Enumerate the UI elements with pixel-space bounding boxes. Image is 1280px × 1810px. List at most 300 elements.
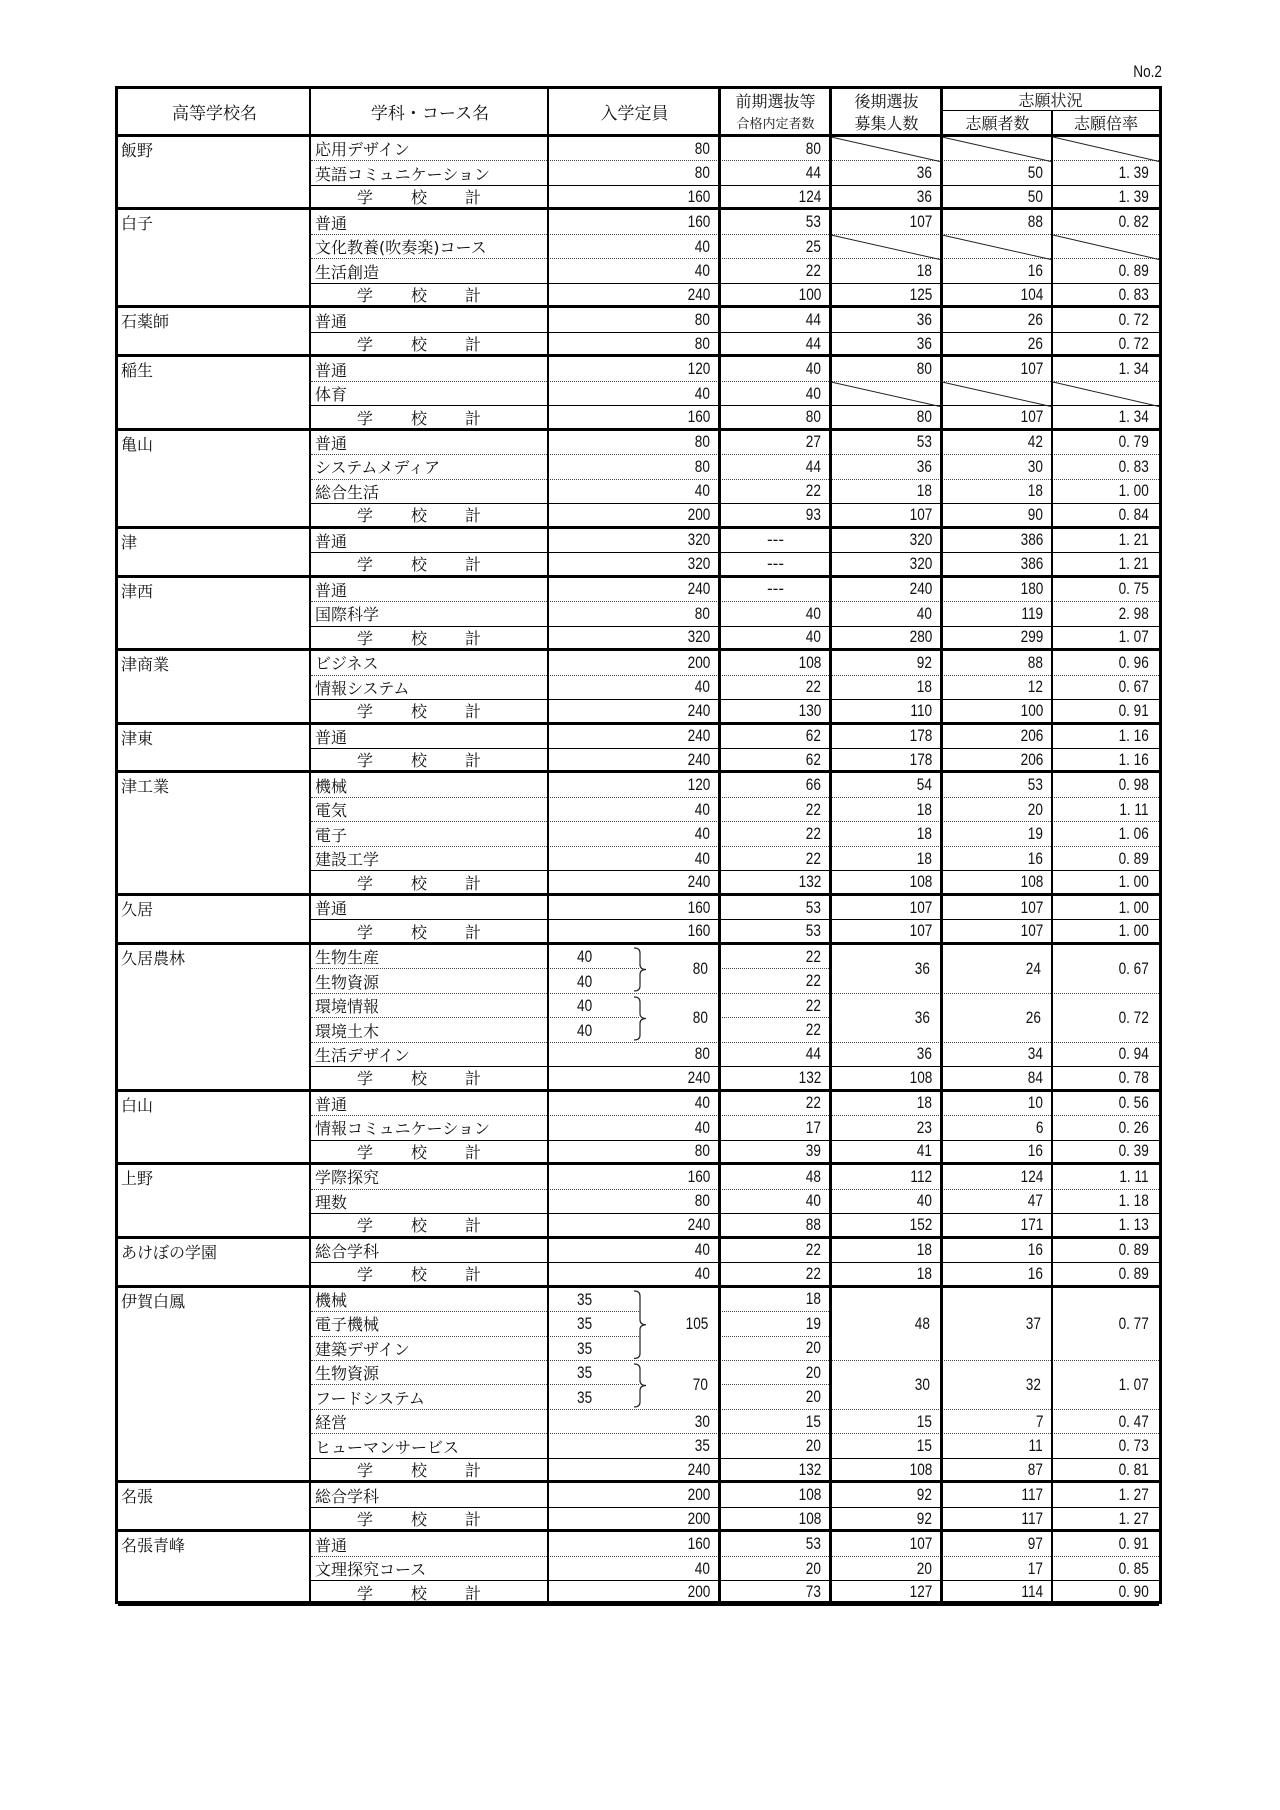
school-block [118,578,311,651]
cell-early [720,1508,831,1529]
table-row [311,480,1159,504]
school-name: 名張 [121,1487,154,1507]
cell-value: 40 [805,627,821,647]
cell-ratio [1053,1434,1159,1457]
cell-value: 42 [1027,432,1043,452]
cell-value: 240 [687,579,710,599]
cell-value: 36 [916,1044,932,1064]
cell-value: 240 [687,700,710,720]
cell-value: 108 [798,1508,821,1528]
cell-late [831,1459,942,1480]
cell-value: 26 [1027,333,1043,353]
cell-early [720,1361,831,1384]
cell-value: 132 [798,1067,821,1087]
cell-applicants [942,651,1053,674]
cell-value: 80 [694,603,710,623]
cell-value: 240 [687,284,710,304]
cell-value: 70 [692,1374,708,1394]
cell-value: 200 [687,652,710,672]
cell-value: 178 [909,726,932,746]
cell-capacity [549,357,720,380]
cell-early [720,431,831,454]
header-status-group: 志願状況 [942,89,1159,111]
school-total-label: 学校計 [357,1461,520,1481]
table-row [311,357,1159,381]
cell-early [720,1239,831,1262]
cell-late [831,651,942,674]
school-name: 名張青峰 [121,1536,186,1556]
cell-early [720,529,831,552]
cell-value: 1. 00 [1118,872,1149,892]
table-row [311,161,1159,185]
cell-value: 18 [916,261,932,281]
cell-early [720,1581,831,1602]
school-name: 白山 [121,1095,154,1115]
cell-value: 36 [916,163,932,183]
cell-value: 18 [916,677,932,697]
cell-capacity [549,480,720,503]
table-row [311,627,1159,651]
cell-value: 160 [687,897,710,917]
cell-ratio [1053,1141,1159,1162]
cell-value: 280 [909,627,932,647]
cell-early [720,480,831,503]
cell-early [720,1483,831,1506]
cell-value: 80 [805,138,821,158]
cell-early [720,186,831,207]
cell-value: 20 [805,1436,821,1456]
cell-value: 0. 98 [1118,775,1149,795]
cell-applicants [942,455,1053,478]
cell-capacity [549,822,720,845]
table-row [311,1165,1159,1189]
cell-value: 1. 39 [1118,163,1149,183]
cell-applicants [942,1067,1053,1088]
cell-value: 0. 83 [1118,456,1149,476]
cell-applicants [942,676,1053,699]
cell-value: 0. 91 [1118,1534,1149,1554]
cell-applicants [942,1141,1053,1162]
cell-value: 180 [1020,579,1043,599]
course-name: 国際科学 [315,605,380,625]
cell-early [720,1165,831,1188]
cell-applicants [942,480,1053,503]
cell-early [720,1214,831,1235]
cell-value: 1. 11 [1119,1166,1149,1186]
cell-late [831,284,942,305]
cell-value: 62 [805,726,821,746]
cell-value: 26 [1025,1007,1041,1027]
cell-value: 18 [916,848,932,868]
cell-applicants [942,1165,1053,1188]
cell-value: 0. 26 [1118,1117,1149,1137]
cell-capacity [549,1434,720,1457]
cell-value: 10 [1027,1093,1043,1113]
cell-value: 130 [798,700,821,720]
cell-late [831,553,942,574]
course-name: 生物資源 [315,972,380,992]
cell-capacity [549,1092,720,1115]
cell-value: 0. 78 [1118,1067,1149,1087]
cell-capacity [549,161,720,184]
cell-value: 19 [1027,824,1043,844]
cell-value: 0. 84 [1118,504,1149,524]
cell-applicants [942,1508,1053,1529]
cell-applicants [942,1116,1053,1139]
cell-value: 80 [916,359,932,379]
cell-value: 1. 07 [1118,627,1149,647]
cell-value: 53 [805,212,821,232]
cell-value: 40 [805,1191,821,1211]
table-row [311,602,1159,626]
cell-value: 107 [909,897,932,917]
cell-value: 36 [916,186,932,206]
cell-early [720,578,831,601]
cell-applicants [942,357,1053,380]
course-name: 電子機械 [315,1315,380,1335]
cell-value: 0. 67 [1118,958,1149,978]
school-block [118,1288,311,1484]
cell-value: 92 [916,652,932,672]
cell-ratio [1053,1263,1159,1284]
merged-capacity [639,995,718,1041]
table-row [311,1190,1159,1214]
table-row [311,651,1159,675]
cell-value: 18 [916,481,932,501]
cell-value: 39 [805,1141,821,1161]
course-name: 経営 [315,1413,348,1433]
cell-value: 92 [916,1485,932,1505]
cell-value: 0. 72 [1118,1007,1149,1027]
cell-early [720,1263,831,1284]
cell-capacity [549,1581,720,1602]
cell-value: 107 [1020,407,1043,426]
cell-value: 30 [694,1411,710,1431]
cell-value: 119 [1021,603,1043,623]
cell-value: 40 [805,603,821,623]
cell-value: 20 [805,1362,821,1382]
cell-applicants [942,847,1053,870]
cell-ratio [1053,749,1159,770]
cell-value: 200 [687,1485,710,1505]
cell-ratio [1053,1410,1159,1433]
cell-value: 22 [805,824,821,844]
cell-value: 40 [694,236,710,256]
cell-value: 40 [694,1263,710,1283]
school-total-label: 学校計 [357,286,520,306]
cell-value: 320 [687,530,710,550]
cell-value: 80 [805,407,821,426]
table-row [311,1459,1159,1483]
cell-value: 1. 39 [1118,186,1149,206]
cell-late [831,504,942,525]
cell-applicants [942,871,1053,892]
cell-early [720,1557,831,1580]
merged-applicants [943,994,1051,1042]
table-row [311,1141,1159,1165]
cell-early [720,847,831,870]
col-divider [309,89,311,1601]
sub-capacity [577,1288,596,1312]
cell-value: 44 [805,333,821,353]
cell-early [720,969,831,992]
cell-late [831,357,942,380]
cell-capacity [549,382,720,405]
cell-applicants [942,627,1053,648]
merged-ratio [1053,1361,1159,1409]
cell-capacity [549,1557,720,1580]
course-name: 環境土木 [315,1021,380,1041]
cell-value: 88 [1027,212,1043,232]
cell-value: 25 [805,236,821,256]
cell-value: 53 [805,1534,821,1554]
cell-value: 22 [805,848,821,868]
cell-value: 40 [694,1558,710,1578]
cell-value: 0. 73 [1118,1436,1149,1456]
cell-early [720,1410,831,1433]
merged-ratio [1053,994,1159,1042]
cell-capacity [549,529,720,552]
cell-early [720,1434,831,1457]
cell-capacity [549,455,720,478]
school-name: 亀山 [121,434,154,454]
cell-early [720,994,831,1017]
cell-capacity [549,1043,720,1066]
header-applicants: 志願者数 [965,114,1030,133]
cell-late [831,822,942,845]
cell-late [831,1165,942,1188]
cell-late [831,431,942,454]
cell-early [720,406,831,427]
school-name: 津工業 [121,777,170,797]
cell-applicants [942,798,1053,821]
cell-capacity [549,1239,720,1262]
course-name: 情報システム [315,678,410,698]
school-total-label: 学校計 [357,1216,520,1236]
course-name: 普通 [315,580,348,600]
cell-value: 1. 07 [1118,1374,1149,1394]
cell-value: 80 [694,138,710,158]
header-early-bottom: 合格内定者数 [736,117,815,132]
cell-value: 1. 34 [1118,407,1149,426]
cell-applicants [942,504,1053,525]
school-name: 稲生 [121,361,154,381]
cell-value: 80 [692,958,708,978]
course-name: 建設工学 [315,850,380,870]
cell-value: 320 [687,627,710,647]
cell-value: 0. 72 [1118,333,1149,353]
course-name: 英語コミュニケーション [315,164,491,184]
cell-value: 44 [805,163,821,183]
cell-capacity [549,406,720,427]
table-row [311,308,1159,332]
cell-value: 108 [909,872,932,892]
cell-ratio [1053,431,1159,454]
cell-value: 16 [1027,1141,1043,1161]
school-name: 石薬師 [121,312,170,332]
cell-value: 108 [1020,872,1043,892]
cell-value: 48 [805,1166,821,1186]
cell-value: 108 [909,1459,932,1479]
cell-value: 1. 00 [1118,897,1149,917]
cell-ratio [1053,1483,1159,1506]
cell-value: 0. 56 [1118,1093,1149,1113]
cell-value: --- [767,553,784,573]
cell-value: 160 [687,186,710,206]
cell-value: 26 [1027,310,1043,330]
course-name: 総合生活 [315,482,380,502]
table-row [311,1263,1159,1287]
merged-capacity [639,1289,718,1359]
school-block [118,651,311,724]
cell-value: 110 [910,700,932,720]
cell-value: 0. 67 [1118,677,1149,697]
table-row [311,431,1159,455]
cell-early [720,1288,831,1311]
cell-value: 16 [1027,848,1043,868]
cell-value: 105 [685,1313,708,1333]
table-row [311,210,1159,234]
cell-ratio [1053,627,1159,648]
school-block [118,137,311,210]
cell-value: 50 [1027,163,1043,183]
cell-capacity [549,749,720,770]
cell-value: 1. 00 [1118,921,1149,941]
cell-value: 18 [916,824,932,844]
cell-value: 240 [687,749,710,769]
cell-value: 40 [805,383,821,403]
header-late-bottom: 募集人数 [854,114,919,133]
cell-early [720,1018,831,1041]
enrollment-status-table [115,86,1162,1604]
cell-capacity [549,284,720,305]
cell-applicants [942,186,1053,207]
cell-value: 32 [1025,1374,1041,1394]
cell-late [831,333,942,354]
school-total-label: 学校計 [357,873,520,893]
table-row [311,284,1159,308]
cell-value: 0. 79 [1118,432,1149,452]
sub-capacity [577,1312,596,1336]
cell-capacity [549,235,720,258]
header-school: 高等学校名 [172,104,257,124]
course-name: 普通 [315,1535,348,1555]
cell-applicants [942,259,1053,282]
cell-value: 35 [577,1289,593,1309]
cell-capacity [549,578,720,601]
table-row [311,1581,1159,1605]
cell-value: 117 [1021,1485,1043,1505]
cell-applicants [942,1434,1053,1457]
cell-capacity [549,700,720,721]
course-name: 建築デザイン [315,1339,410,1359]
cell-early [720,920,831,941]
cell-ratio [1053,1043,1159,1066]
cell-late [831,161,942,184]
cell-value: 40 [694,677,710,697]
cell-capacity [549,651,720,674]
table-row [311,186,1159,210]
cell-ratio [1053,822,1159,845]
cell-value: 23 [916,1117,932,1137]
cell-value: 40 [694,383,710,403]
cell-late [831,1092,942,1115]
cell-early [720,1116,831,1139]
cell-value: 44 [805,310,821,330]
cell-value: 1. 11 [1119,799,1149,819]
cell-ratio [1053,210,1159,233]
cell-early [720,504,831,525]
cell-value: 127 [909,1582,932,1602]
cell-capacity [549,1141,720,1162]
cell-ratio [1053,455,1159,478]
cell-capacity [549,1165,720,1188]
cell-value: 1. 21 [1118,530,1149,550]
school-block [118,1532,311,1605]
cell-applicants [942,1043,1053,1066]
cell-capacity [549,773,720,796]
merged-applicants [943,945,1051,993]
cell-ratio [1053,1165,1159,1188]
table-row [311,529,1159,553]
brace-icon [633,996,649,1041]
cell-value: 1. 27 [1118,1485,1149,1505]
cell-value: 40 [694,481,710,501]
cell-late [831,1239,942,1262]
cell-value: 18 [916,1240,932,1260]
table-row [311,1508,1159,1532]
cell-value: 206 [1020,726,1043,746]
cell-early [720,1459,831,1480]
cell-value: 2. 98 [1118,603,1149,623]
course-name: システムメディア [315,458,441,478]
cell-late [831,578,942,601]
cell-late [831,749,942,770]
cell-ratio [1053,161,1159,184]
cell-value: 108 [798,1485,821,1505]
merged-ratio [1053,1288,1159,1360]
cell-ratio [1053,480,1159,503]
cell-applicants [942,308,1053,331]
cell-value: 18 [916,1263,932,1283]
cell-value: 386 [1020,530,1043,550]
school-name: 津東 [121,728,154,748]
course-name: ヒューマンサービス [315,1437,460,1457]
cell-ratio [1053,896,1159,919]
cell-value: 20 [805,1387,821,1407]
cell-value: 80 [694,333,710,353]
col-divider [547,89,549,1601]
sub-capacity [577,994,596,1018]
cell-applicants [942,602,1053,625]
cell-ratio [1053,406,1159,427]
cell-value: 22 [805,481,821,501]
cell-ratio [1053,1239,1159,1262]
cell-value: 53 [916,432,932,452]
cell-value: 41 [916,1141,932,1161]
cell-value: 206 [1020,749,1043,769]
cell-applicants [942,529,1053,552]
table-row [311,553,1159,577]
cell-ratio [1053,725,1159,748]
cell-value: 124 [1020,1166,1043,1186]
cell-early [720,871,831,892]
school-total-label: 学校計 [357,506,520,526]
cell-applicants [942,1214,1053,1235]
cell-value: 30 [1027,456,1043,476]
school-block [118,1239,311,1288]
cell-value: 97 [1027,1534,1043,1554]
